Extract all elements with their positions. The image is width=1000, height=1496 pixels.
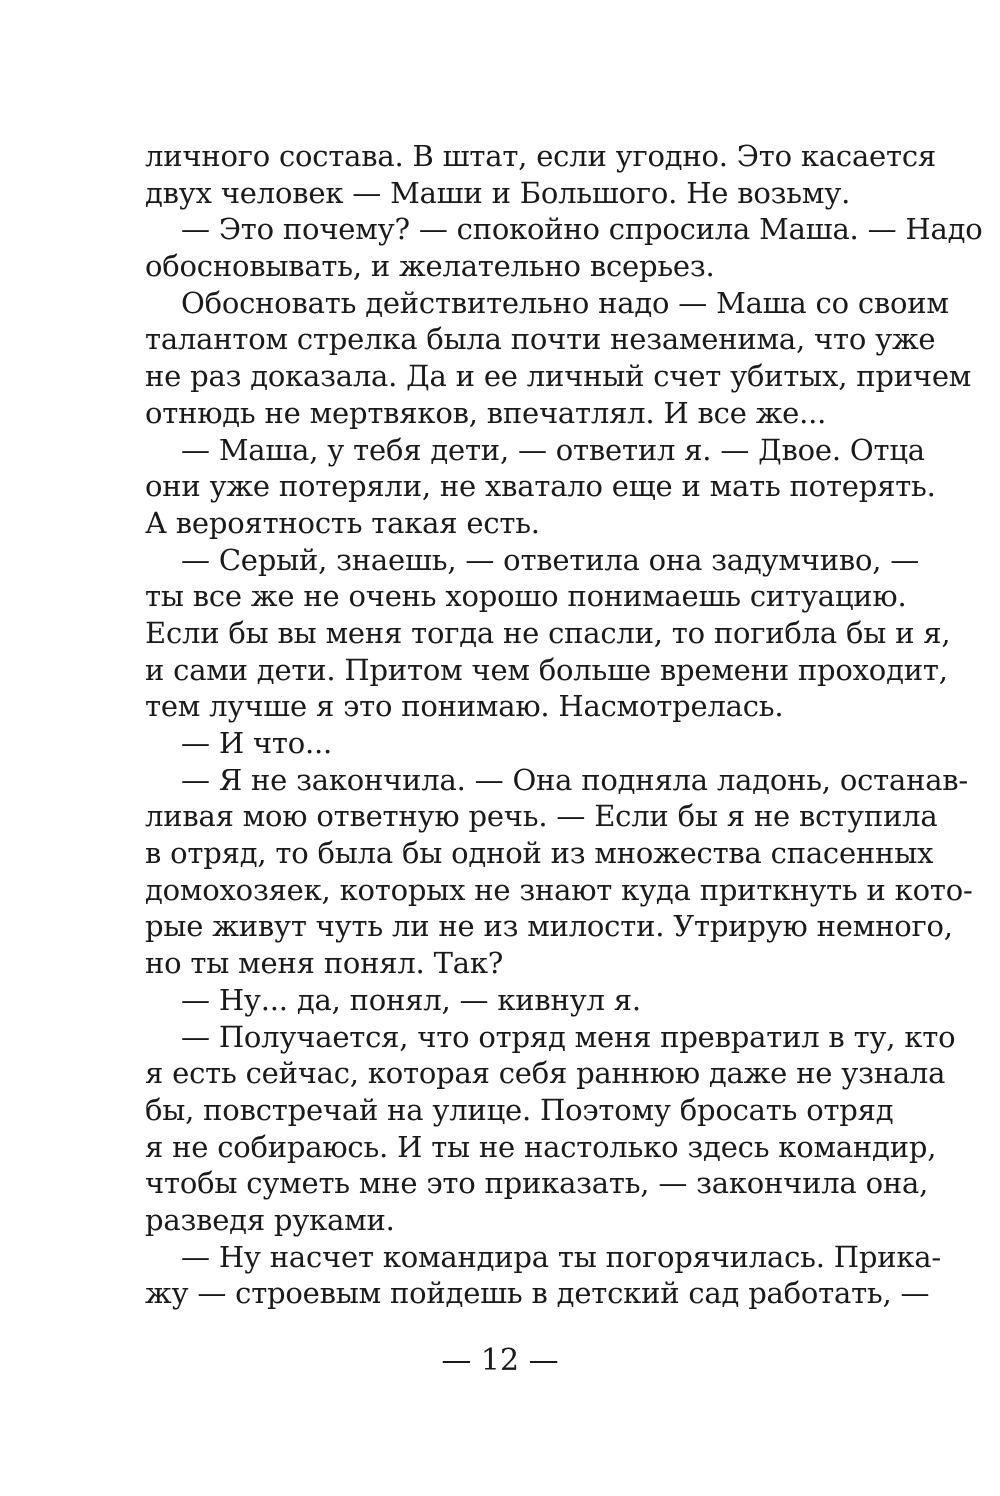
text-line: Если бы вы меня тогда не спасли, то погибла бы и я, — [145, 615, 951, 650]
text-line: — Серый, знаешь, — ответила она задумчиво, — — [181, 542, 920, 577]
text-line: — Я не закончила. — Она подняла ладонь, останав- — [181, 762, 969, 797]
text-line: — Ну... да, понял, — кивнул я. — [181, 982, 641, 1017]
text-line: но ты меня понял. Так? — [145, 946, 504, 981]
text-line: разведя руками. — [145, 1202, 395, 1237]
text-line: тем лучше я это понимаю. Насмотрелась. — [145, 689, 784, 724]
text-line: обосновывать, и желательно всерьез. — [145, 249, 715, 284]
text-line: — Это почему? — спокойно спросила Маша. — Надо — [181, 212, 983, 247]
text-line: рые живут чуть ли не из милости. Утрирую немного, — [145, 909, 953, 944]
text-line: — Маша, у тебя дети, — ответил я. — Двое. Отца — [181, 432, 925, 467]
text-line: — И что... — [181, 726, 333, 760]
text-line: я есть сейчас, которая себя раннюю даже не узнала — [145, 1056, 946, 1091]
text-line: ты все же не очень хорошо понимаешь ситуацию. — [145, 579, 907, 614]
text-line: двух человек — Маши и Большого. Не возьму. — [145, 175, 851, 210]
text-line: личного состава. В штат, если угодно. Это касается — [145, 139, 936, 173]
text-line: А вероятность такая есть. — [145, 505, 540, 540]
text-line: талантом стрелка была почти незаменима, что уже — [145, 322, 936, 357]
page-number: — 12 — — [441, 1343, 559, 1378]
text-line: чтобы суметь мне это приказать, — закончила она, — [145, 1166, 929, 1201]
text-line: ливая мою ответную речь. — Если бы я не вступила — [145, 799, 938, 834]
text-line: — Получается, что отряд меня превратил в ту, кто — [181, 1019, 956, 1054]
text-line: бы, повстречай на улице. Поэтому бросать отряд — [145, 1092, 894, 1127]
text-line: Обосновать действительно надо — Маша со своим — [181, 285, 949, 320]
text-line: — Ну насчет командира ты погорячилась. Прика- — [181, 1239, 941, 1274]
text-line: я не собираюсь. И ты не настолько здесь командир, — [145, 1129, 937, 1164]
text-line: не раз доказала. Да и ее личный счет убитых, причем — [145, 359, 972, 394]
page-text — [145, 138, 983, 1312]
text-line: они уже потеряли, не хватало еще и мать потерять. — [145, 469, 936, 504]
text-line: и сами дети. Притом чем больше времени проходит, — [145, 652, 948, 687]
text-line: отнюдь не мертвяков, впечатлял. И все же... — [145, 395, 827, 430]
text-line: в отряд, то была бы одной из множества спасенных — [145, 836, 934, 871]
text-line: домохозяек, которых не знают куда приткнуть и кото- — [145, 872, 973, 907]
text-line: жу — строевым пойдешь в детский сад работать, — — [145, 1276, 930, 1311]
